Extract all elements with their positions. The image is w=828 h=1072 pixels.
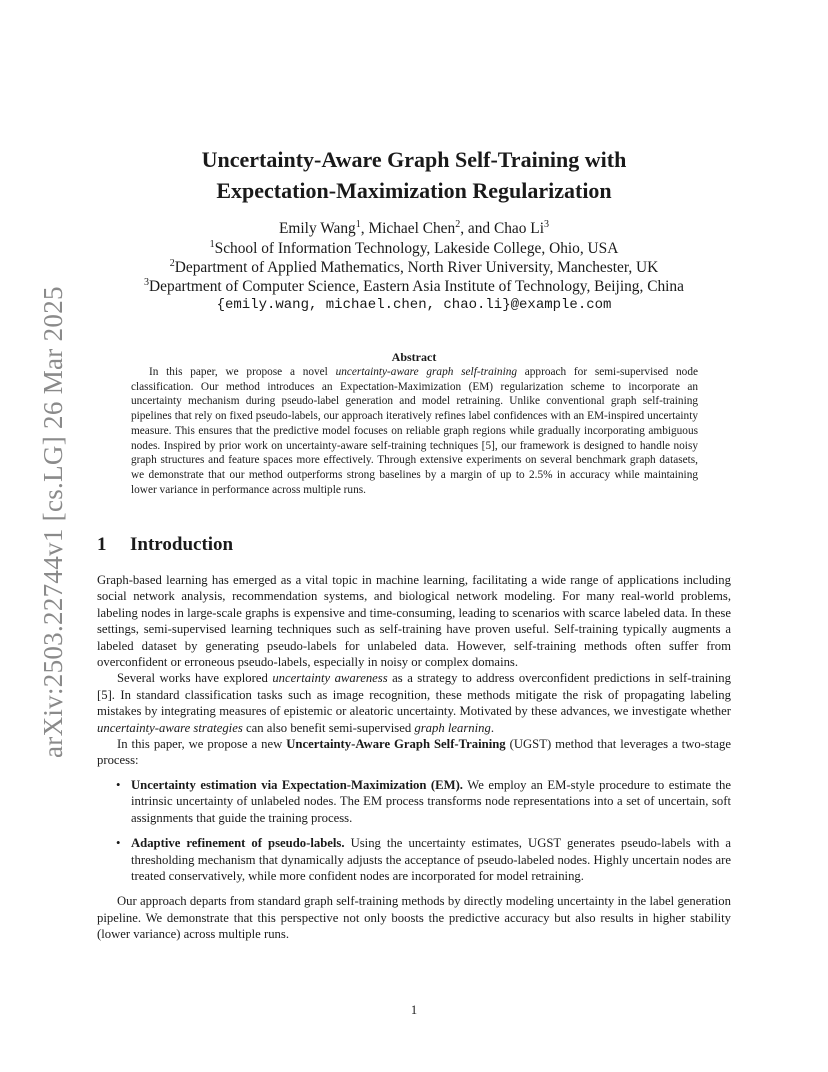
section-heading-introduction: [97, 534, 233, 556]
list-item-text: We employ an EM-style procedure to estimate the intrinsic uncertainty of unlabeled nodes. The EM process transforms node representations into a set of uncertain, soft assignments that guide the training process.: [131, 777, 731, 825]
abstract-heading: Abstract: [391, 350, 437, 364]
list-item-title: Uncertainty estimation via Expectation-Maximization (EM).: [131, 777, 463, 792]
contribution-list: [97, 777, 731, 884]
text-run: as a strategy to address overconfident predictions in self-training [5]. In standard classification tasks such as image recognition, these methods mitigate the risk of propagating labeling mistakes by integrating measures of epistemic or aleatoric uncertainty. Motivated by these advances, we investigate whether: [97, 671, 731, 719]
affiliation-marker: 2: [455, 219, 461, 230]
page-number: 1: [410, 1003, 418, 1017]
text-run: (UGST) method that leverages a two-stage process:: [97, 737, 731, 768]
abstract-emphasis: uncertainty-aware graph self-training: [335, 366, 517, 378]
affiliation-number: 2: [169, 258, 175, 269]
paragraph: Our approach departs from standard graph self-training methods by directly modeling uncertainty in the label generation pipeline. We demonstrate that this perspective not only boosts the predictive accuracy but also results in higher stability (lower variance) across multiple runs.: [97, 894, 731, 942]
emphasis: uncertainty-aware strategies: [97, 720, 243, 735]
paragraph: [97, 670, 731, 736]
paragraph: Graph-based learning has emerged as a vital topic in machine learning, facilitating a wide range of applications including social network analysis, recommendation systems, and biological network modeling. For many real-world problems, labeling nodes in large-scale graphs is expensive and time-consuming, leading to scenarios with scarce labeled data. In these settings, semi-supervised learning techniques such as self-training have proven useful. Self-training typically augments a labeled dataset by generating pseudo-labels for unlabeled data. However, self-training methods often suffer from overconfident or erroneous pseudo-labels, especially in noisy or complex domains.: [97, 573, 731, 670]
text-run: .: [490, 720, 495, 735]
affiliation-number: 1: [209, 239, 215, 250]
affiliation: [100, 240, 728, 258]
method-name: Uncertainty-Aware Graph Self-Training: [286, 737, 506, 752]
section-number: 1: [97, 534, 107, 555]
abstract-text-part: approach for semi-supervised node classification. Our method introduces an Expectation-Maximization (EM) regularization scheme to incorporate an uncertainty mechanism during pseudo-label generation and model retraining. Unlike conventional graph self-training pipelines that rely on fixed pseudo-labels, our approach iteratively refines label confidences with an EM-inspired uncertainty measure. This ensures that the predictive model focuses on reliable graph regions while gradually incorporating ambiguous nodes. Inspired by prior work on uncertainty-aware self-training techniques [5], our framework is designed to handle noisy graph structures and feature spaces more effectively. Through extensive experiments on several benchmark graph datasets, we demonstrate that our method outperforms strong baselines by a margin of up to 2.5% in accuracy while maintaining lower variance in performance across multiple runs.: [131, 366, 698, 496]
title-line-2: Expectation-Maximization Regularization: [216, 178, 612, 203]
affiliation-text: Department of Computer Science, Eastern Asia Institute of Technology, Beijing, China: [149, 278, 684, 295]
abstract-text-part: In this paper, we propose a novel: [149, 366, 336, 378]
emphasis: uncertainty awareness: [272, 671, 388, 686]
section-title: Introduction: [130, 534, 234, 555]
author-name: Michael Chen: [368, 220, 456, 237]
author-emails: {emily.wang, michael.chen, chao.li}@example.com: [216, 297, 612, 313]
introduction-body: [97, 572, 731, 943]
list-item: [116, 835, 731, 884]
list-item: [116, 777, 731, 826]
affiliation-marker: 1: [355, 219, 361, 230]
paragraph: [97, 736, 731, 769]
abstract-text: [131, 365, 698, 497]
affiliation-text: School of Information Technology, Lakeside College, Ohio, USA: [214, 240, 619, 257]
affiliation-marker: 3: [543, 219, 549, 230]
affiliation: [100, 259, 728, 277]
affiliation-text: Department of Applied Mathematics, North River University, Manchester, UK: [174, 259, 659, 276]
text-run: can also benefit semi-supervised: [242, 720, 415, 735]
affiliation-number: 3: [144, 277, 150, 288]
bullet-icon: •: [116, 777, 121, 792]
author-separator: , and: [460, 220, 494, 237]
title-line-1: Uncertainty-Aware Graph Self-Training with: [201, 147, 627, 172]
author-name: Emily Wang: [279, 220, 356, 237]
arxiv-identifier: arXiv:2503.22744v1 [cs.LG] 26 Mar 2025: [38, 286, 68, 758]
list-item-text: Using the uncertainty estimates, UGST generates pseudo-labels with a thresholding mechanism that dynamically adjusts the acceptance of pseudo-labeled nodes. Highly uncertain nodes are treated conservatively, while more confident nodes are incorporated for model retraining.: [131, 836, 731, 883]
list-item-title: Adaptive refinement of pseudo-labels.: [131, 836, 345, 851]
emphasis: graph learning: [414, 720, 491, 735]
bullet-icon: •: [116, 836, 121, 851]
text-run: Several works have explored: [117, 671, 273, 686]
author-name: Chao Li: [493, 220, 544, 237]
author-list: [100, 220, 728, 238]
text-run: In this paper, we propose a new: [117, 737, 287, 752]
author-separator: ,: [360, 220, 369, 237]
affiliation: [100, 278, 728, 296]
paper-title: [100, 144, 728, 206]
